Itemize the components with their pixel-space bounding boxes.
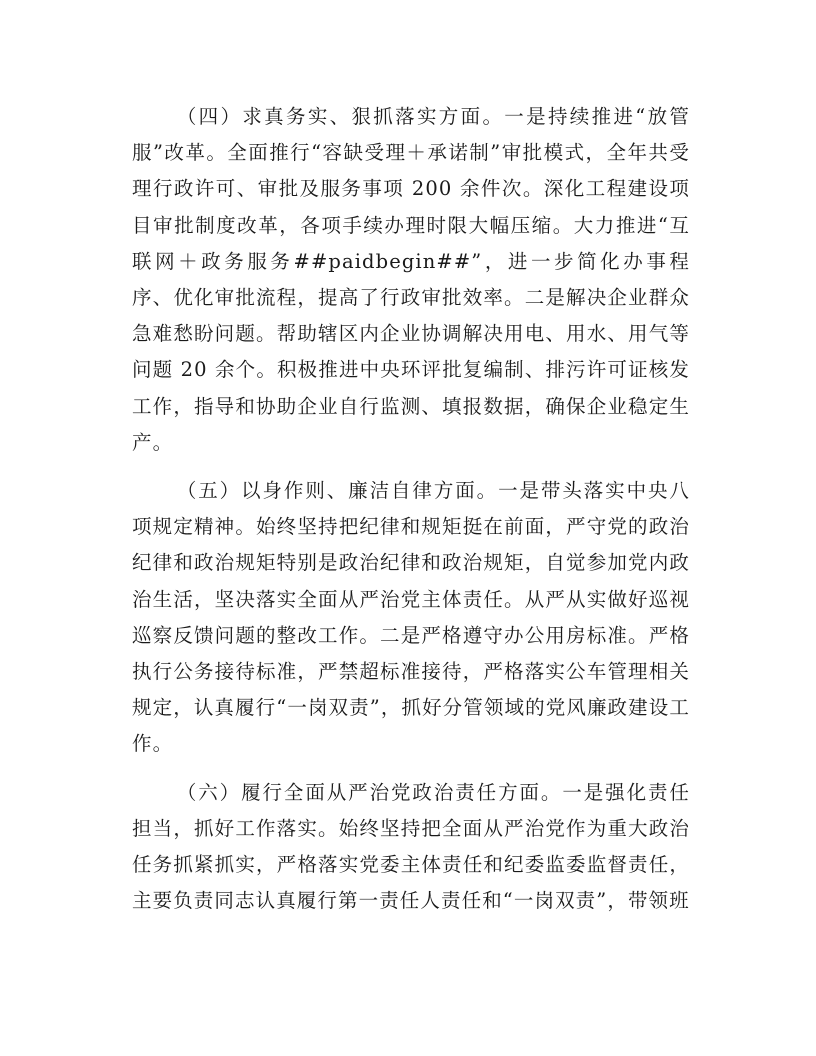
paragraph-section-five: （五）以身作则、廉洁自律方面。一是带头落实中央八项规定精神。始终坚持把纪律和规矩挺在前面，严守党的政治纪律和政治规矩特别是政治纪律和政治规矩，自觉参加党内政治生活，坚决落实全面从严治党主体责任。从严从实做好巡视巡察反馈问题的整改工作。二是严格遵守办公用房标准。严格执行公务接待标准，严禁超标准接待，严格落实公车管理相关规定，认真履行“一岗双责”，抓好分管领域的党风廉政建设工作。 (132, 479, 690, 756)
document-body (132, 99, 690, 931)
paragraph-section-four: （四）求真务实、狠抓落实方面。一是持续推进“放管服”改革。全面推行“容缺受理＋承诺制”审批模式，全年共受理行政许可、审批及服务事项 200 余件次。深化工程建设项目审批制度改革，各项手续办理时限大幅压缩。大力推进“互联网＋政务服务##paidbegin##”，进一步简化办事程序、优化审批流程，提高了行政审批效率。二是解决企业群众急难愁盼问题。帮助辖区内企业协调解决用电、用水、用气等问题 20 余个。积极推进中央环评批复编制、排污许可证核发工作，指导和协助企业自行监测、填报数据，确保企业稳定生产。 (132, 105, 690, 454)
paragraph-section-six: （六）履行全面从严治党政治责任方面。一是强化责任担当，抓好工作落实。始终坚持把全面从严治党作为重大政治任务抓紧抓实，严格落实党委主体责任和纪委监委监督责任，主要负责同志认真履行第一责任人责任和“一岗双责”，带领班 (132, 780, 690, 913)
